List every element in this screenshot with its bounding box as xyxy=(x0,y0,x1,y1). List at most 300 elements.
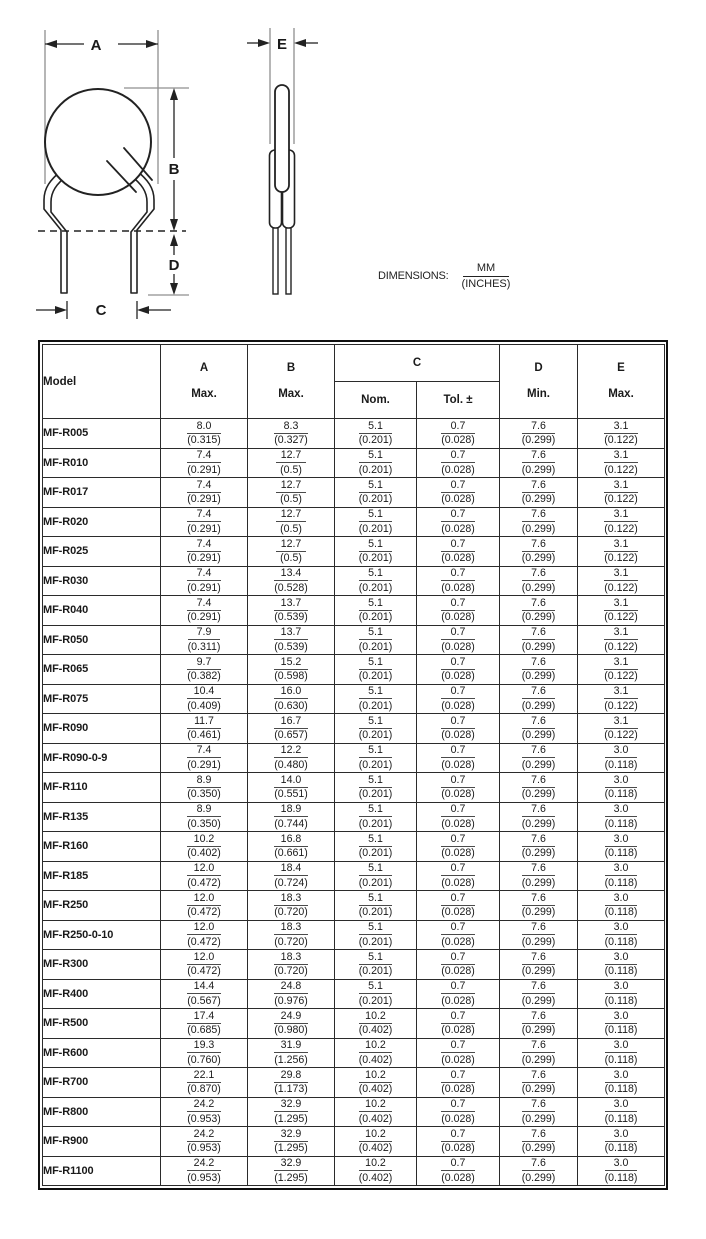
header-col-a xyxy=(161,345,248,419)
dim-c-nom-cell xyxy=(335,861,417,891)
table-row xyxy=(43,1097,665,1127)
value-inches: (0.299) xyxy=(521,788,556,801)
value-mm: 0.7 xyxy=(441,1098,475,1112)
value-inches: (0.028) xyxy=(441,847,475,860)
value-inches: (0.118) xyxy=(604,758,638,771)
dim-d-cell xyxy=(500,714,578,744)
model-cell: MF-R050 xyxy=(43,625,161,655)
dim-d-cell xyxy=(500,743,578,773)
dim-c-nom-cell xyxy=(335,537,417,567)
dim-d-cell xyxy=(500,448,578,478)
table-row xyxy=(43,1068,665,1098)
model-cell: MF-R017 xyxy=(43,478,161,508)
value-mm: 5.1 xyxy=(359,626,393,640)
value-inches: (0.299) xyxy=(521,699,556,712)
value-mm: 3.0 xyxy=(605,803,638,817)
value-inches: (1.295) xyxy=(274,1142,308,1155)
model-cell: MF-R090-0-9 xyxy=(43,743,161,773)
value-mm: 13.7 xyxy=(274,597,308,611)
value-inches: (0.720) xyxy=(274,935,308,948)
value-mm: 12.7 xyxy=(276,479,307,493)
value-mm: 3.1 xyxy=(604,449,638,463)
value-inches: (0.201) xyxy=(358,935,393,948)
value-inches: (0.028) xyxy=(441,1024,475,1037)
dim-c-tol-cell xyxy=(417,743,500,773)
dim-c-nom-cell xyxy=(335,743,417,773)
dim-d-cell xyxy=(500,1097,578,1127)
header-col-c-tol: Tol. ± xyxy=(417,382,500,419)
value-inches: (0.953) xyxy=(187,1142,221,1155)
dim-a-cell xyxy=(161,1068,248,1098)
value-inches: (0.201) xyxy=(358,552,393,565)
value-inches: (0.953) xyxy=(187,1171,221,1184)
value-mm: 0.7 xyxy=(441,626,475,640)
value-mm: 7.6 xyxy=(522,803,556,817)
dim-c-nom-cell xyxy=(335,773,417,803)
value-inches: (0.122) xyxy=(604,611,638,624)
model-cell: MF-R020 xyxy=(43,507,161,537)
value-inches: (0.118) xyxy=(604,876,638,889)
dim-e-cell xyxy=(578,743,665,773)
dim-d-cell xyxy=(500,773,578,803)
value-mm: 13.7 xyxy=(274,626,308,640)
value-inches: (1.256) xyxy=(274,1053,308,1066)
value-inches: (0.402) xyxy=(187,847,221,860)
table-row xyxy=(43,1038,665,1068)
table-row xyxy=(43,1009,665,1039)
dim-b-cell xyxy=(248,1068,335,1098)
value-inches: (0.299) xyxy=(521,493,556,506)
value-mm: 7.6 xyxy=(522,685,556,699)
value-inches: (0.118) xyxy=(604,1083,638,1096)
value-mm: 7.6 xyxy=(522,567,556,581)
value-inches: (0.028) xyxy=(441,699,475,712)
value-inches: (0.744) xyxy=(274,817,308,830)
value-inches: (1.295) xyxy=(274,1112,308,1125)
value-inches: (0.028) xyxy=(441,493,475,506)
value-mm: 5.1 xyxy=(359,656,393,670)
header-col-e-qualifier: Max. xyxy=(608,388,634,400)
value-mm: 7.6 xyxy=(522,626,556,640)
dim-label-d: D xyxy=(168,257,180,274)
value-mm: 10.2 xyxy=(359,1128,393,1142)
dim-d-cell xyxy=(500,832,578,862)
value-mm: 12.0 xyxy=(187,862,221,876)
value-mm: 12.0 xyxy=(187,921,221,935)
value-inches: (0.661) xyxy=(274,847,308,860)
model-cell: MF-R075 xyxy=(43,684,161,714)
dim-c-nom-cell xyxy=(335,950,417,980)
value-mm: 10.2 xyxy=(359,1098,393,1112)
value-inches: (0.720) xyxy=(274,906,308,919)
dim-c-tol-cell xyxy=(417,802,500,832)
value-inches: (0.5) xyxy=(280,522,302,535)
value-inches: (0.976) xyxy=(274,994,308,1007)
value-mm: 5.1 xyxy=(359,980,393,994)
value-mm: 5.1 xyxy=(359,803,393,817)
value-mm: 7.4 xyxy=(187,479,221,493)
dim-label-a: A xyxy=(90,37,102,54)
value-inches: (0.118) xyxy=(604,847,638,860)
value-mm: 24.8 xyxy=(274,980,308,994)
header-col-d-letter: D xyxy=(534,362,543,375)
dim-a-cell xyxy=(161,1127,248,1157)
value-inches: (0.720) xyxy=(274,965,308,978)
table-row xyxy=(43,537,665,567)
value-mm: 7.4 xyxy=(187,508,221,522)
dim-c-nom-cell xyxy=(335,891,417,921)
dim-c-tol-cell xyxy=(417,566,500,596)
dim-e-cell xyxy=(578,625,665,655)
dim-b-arrow xyxy=(170,88,178,231)
dim-c-tol-cell xyxy=(417,1097,500,1127)
table-row xyxy=(43,684,665,714)
dim-c-tol-cell xyxy=(417,625,500,655)
value-mm: 5.1 xyxy=(359,921,393,935)
model-cell: MF-R900 xyxy=(43,1127,161,1157)
value-inches: (0.299) xyxy=(521,817,556,830)
dim-a-cell xyxy=(161,743,248,773)
dim-c-nom-cell xyxy=(335,1127,417,1157)
dimensions-units-fraction xyxy=(462,262,511,290)
value-mm: 3.0 xyxy=(605,862,638,876)
dim-e-cell xyxy=(578,537,665,567)
dim-e-cell xyxy=(578,950,665,980)
dim-c-tol-cell xyxy=(417,537,500,567)
value-mm: 10.2 xyxy=(359,1157,393,1171)
value-mm: 0.7 xyxy=(441,1069,475,1083)
value-inches: (0.657) xyxy=(274,729,308,742)
value-inches: (0.028) xyxy=(441,906,475,919)
dim-e-cell xyxy=(578,1038,665,1068)
header-col-a-qualifier: Max. xyxy=(191,388,217,400)
dim-c-tol-cell xyxy=(417,507,500,537)
table-row xyxy=(43,802,665,832)
value-inches: (0.539) xyxy=(274,611,308,624)
value-mm: 7.6 xyxy=(522,1069,556,1083)
dim-a-cell xyxy=(161,566,248,596)
value-inches: (0.350) xyxy=(187,817,221,830)
value-mm: 10.4 xyxy=(187,685,221,699)
dim-a-cell xyxy=(161,1156,248,1186)
value-mm: 14.4 xyxy=(187,980,221,994)
value-mm: 12.7 xyxy=(276,538,307,552)
value-mm: 0.7 xyxy=(441,656,475,670)
dim-c-tol-cell xyxy=(417,1009,500,1039)
value-mm: 3.0 xyxy=(605,1010,638,1024)
model-cell: MF-R065 xyxy=(43,655,161,685)
dim-d-cell xyxy=(500,1009,578,1039)
value-inches: (0.402) xyxy=(358,1142,393,1155)
value-inches: (0.028) xyxy=(441,817,475,830)
value-mm: 3.1 xyxy=(604,656,638,670)
value-mm: 12.7 xyxy=(276,508,307,522)
value-inches: (0.760) xyxy=(187,1053,221,1066)
value-inches: (0.028) xyxy=(441,994,475,1007)
value-inches: (0.028) xyxy=(441,1112,475,1125)
dim-e-cell xyxy=(578,861,665,891)
value-mm: 32.9 xyxy=(274,1128,308,1142)
value-inches: (0.201) xyxy=(358,847,393,860)
value-mm: 15.2 xyxy=(274,656,308,670)
value-mm: 3.0 xyxy=(605,921,638,935)
value-inches: (0.028) xyxy=(441,1142,475,1155)
value-inches: (0.201) xyxy=(358,906,393,919)
value-mm: 3.1 xyxy=(604,479,638,493)
value-mm: 18.3 xyxy=(274,921,308,935)
value-mm: 29.8 xyxy=(274,1069,308,1083)
model-cell: MF-R160 xyxy=(43,832,161,862)
model-cell: MF-R185 xyxy=(43,861,161,891)
dim-c-tol-cell xyxy=(417,714,500,744)
value-mm: 5.1 xyxy=(359,774,393,788)
model-cell: MF-R010 xyxy=(43,448,161,478)
table-row xyxy=(43,950,665,980)
value-mm: 3.0 xyxy=(605,1128,638,1142)
dim-e-cell xyxy=(578,448,665,478)
dim-a-cell xyxy=(161,920,248,950)
value-inches: (0.201) xyxy=(358,670,393,683)
dim-c-nom-cell xyxy=(335,1009,417,1039)
dim-e-cell xyxy=(578,891,665,921)
value-inches: (0.5) xyxy=(280,552,302,565)
dim-b-cell xyxy=(248,920,335,950)
value-mm: 5.1 xyxy=(359,892,393,906)
value-mm: 3.1 xyxy=(604,420,638,434)
value-mm: 7.6 xyxy=(522,921,556,935)
dim-c-tol-cell xyxy=(417,655,500,685)
value-mm: 0.7 xyxy=(441,862,475,876)
value-mm: 14.0 xyxy=(274,774,308,788)
value-mm: 3.0 xyxy=(605,1069,638,1083)
value-mm: 10.2 xyxy=(359,1039,393,1053)
dim-d-cell xyxy=(500,537,578,567)
dim-d-cell xyxy=(500,566,578,596)
dim-a-cell xyxy=(161,448,248,478)
dim-b-cell xyxy=(248,448,335,478)
dim-c-nom-cell xyxy=(335,920,417,950)
value-mm: 5.1 xyxy=(359,597,393,611)
model-cell: MF-R040 xyxy=(43,596,161,626)
value-inches: (0.028) xyxy=(441,758,475,771)
value-mm: 0.7 xyxy=(441,803,475,817)
dim-d-cell xyxy=(500,861,578,891)
value-inches: (0.870) xyxy=(187,1083,221,1096)
value-mm: 5.1 xyxy=(359,420,393,434)
value-mm: 7.6 xyxy=(522,892,556,906)
value-inches: (0.201) xyxy=(358,817,393,830)
value-inches: (0.201) xyxy=(358,994,393,1007)
value-inches: (0.402) xyxy=(358,1083,393,1096)
value-inches: (0.028) xyxy=(441,611,475,624)
dim-a-cell xyxy=(161,832,248,862)
value-inches: (0.118) xyxy=(604,1053,638,1066)
dim-d-cell xyxy=(500,950,578,980)
value-inches: (0.201) xyxy=(358,493,393,506)
header-col-c-nom: Nom. xyxy=(335,382,417,419)
value-mm: 10.2 xyxy=(359,1069,393,1083)
value-inches: (0.291) xyxy=(187,463,221,476)
value-inches: (0.028) xyxy=(441,1171,475,1184)
value-mm: 3.1 xyxy=(604,567,638,581)
value-inches: (0.5) xyxy=(280,493,302,506)
value-inches: (0.122) xyxy=(604,729,638,742)
value-mm: 10.2 xyxy=(187,833,221,847)
table-row xyxy=(43,507,665,537)
value-inches: (0.327) xyxy=(274,434,308,447)
model-cell: MF-R005 xyxy=(43,419,161,449)
value-inches: (0.122) xyxy=(604,581,638,594)
value-mm: 3.1 xyxy=(604,685,638,699)
value-mm: 7.6 xyxy=(522,951,556,965)
header-col-d xyxy=(500,345,578,419)
value-mm: 7.6 xyxy=(522,862,556,876)
value-inches: (0.567) xyxy=(187,994,221,1007)
dim-a-cell xyxy=(161,861,248,891)
value-inches: (0.299) xyxy=(521,876,556,889)
dim-b-cell xyxy=(248,596,335,626)
value-mm: 0.7 xyxy=(441,715,475,729)
dim-c-tol-cell xyxy=(417,596,500,626)
value-inches: (0.539) xyxy=(274,640,308,653)
dim-d-cell xyxy=(500,684,578,714)
model-cell: MF-R090 xyxy=(43,714,161,744)
dim-e-cell xyxy=(578,596,665,626)
dimensions-note-label: DIMENSIONS: xyxy=(378,270,449,283)
value-inches: (0.409) xyxy=(187,699,221,712)
dim-d-cell xyxy=(500,625,578,655)
dim-c-nom-cell xyxy=(335,979,417,1009)
model-cell: MF-R250-0-10 xyxy=(43,920,161,950)
value-mm: 7.6 xyxy=(522,715,556,729)
value-mm: 12.0 xyxy=(187,951,221,965)
dim-d-cell xyxy=(500,979,578,1009)
dim-c-tol-cell xyxy=(417,448,500,478)
dim-a-cell xyxy=(161,1097,248,1127)
value-inches: (0.122) xyxy=(604,699,638,712)
value-mm: 24.9 xyxy=(274,1010,308,1024)
model-cell: MF-R600 xyxy=(43,1038,161,1068)
value-mm: 0.7 xyxy=(441,449,475,463)
value-inches: (1.173) xyxy=(274,1083,308,1096)
value-mm: 11.7 xyxy=(187,715,221,729)
value-inches: (0.528) xyxy=(274,581,308,594)
value-mm: 3.0 xyxy=(605,1098,638,1112)
dim-b-cell xyxy=(248,1127,335,1157)
dim-a-cell xyxy=(161,537,248,567)
table-row xyxy=(43,1156,665,1186)
value-inches: (0.028) xyxy=(441,434,475,447)
dim-c-nom-cell xyxy=(335,1038,417,1068)
value-inches: (0.299) xyxy=(521,906,556,919)
value-inches: (0.028) xyxy=(441,729,475,742)
dim-a-cell xyxy=(161,773,248,803)
value-mm: 32.9 xyxy=(274,1157,308,1171)
value-inches: (0.402) xyxy=(358,1171,393,1184)
value-inches: (0.122) xyxy=(604,640,638,653)
header-col-e-letter: E xyxy=(617,362,625,375)
value-inches: (0.118) xyxy=(604,788,638,801)
dim-d-cell xyxy=(500,1068,578,1098)
dim-a-cell xyxy=(161,478,248,508)
dim-b-cell xyxy=(248,655,335,685)
table-row xyxy=(43,1127,665,1157)
units-mm: MM xyxy=(463,262,509,277)
dim-d-cell xyxy=(500,1156,578,1186)
dim-c-tol-cell xyxy=(417,478,500,508)
dim-label-b: B xyxy=(168,161,180,178)
dim-c-nom-cell xyxy=(335,684,417,714)
value-inches: (0.201) xyxy=(358,581,393,594)
dim-e-cell xyxy=(578,832,665,862)
value-inches: (0.291) xyxy=(187,493,221,506)
value-inches: (0.028) xyxy=(441,552,475,565)
value-inches: (0.299) xyxy=(521,434,556,447)
dim-c-nom-cell xyxy=(335,1068,417,1098)
dim-a-cell xyxy=(161,625,248,655)
model-cell: MF-R700 xyxy=(43,1068,161,1098)
value-mm: 0.7 xyxy=(441,980,475,994)
value-inches: (0.299) xyxy=(521,670,556,683)
table-row xyxy=(43,448,665,478)
value-mm: 5.1 xyxy=(359,479,393,493)
value-mm: 7.6 xyxy=(522,656,556,670)
value-mm: 7.6 xyxy=(522,980,556,994)
value-inches: (0.122) xyxy=(604,463,638,476)
table-row xyxy=(43,419,665,449)
value-inches: (0.201) xyxy=(358,729,393,742)
value-inches: (0.382) xyxy=(187,670,221,683)
dim-e-cell xyxy=(578,684,665,714)
value-mm: 24.2 xyxy=(187,1157,221,1171)
dim-b-cell xyxy=(248,950,335,980)
value-inches: (0.028) xyxy=(441,463,475,476)
model-cell: MF-R110 xyxy=(43,773,161,803)
value-inches: (0.118) xyxy=(604,1024,638,1037)
value-inches: (0.028) xyxy=(441,581,475,594)
value-mm: 0.7 xyxy=(441,597,475,611)
dim-b-cell xyxy=(248,1097,335,1127)
value-inches: (0.122) xyxy=(604,493,638,506)
value-mm: 3.0 xyxy=(605,744,638,758)
value-mm: 7.4 xyxy=(187,567,221,581)
dim-c-tol-cell xyxy=(417,773,500,803)
component-front-view-drawing xyxy=(28,22,203,322)
value-mm: 8.9 xyxy=(187,774,221,788)
value-inches: (0.472) xyxy=(187,935,221,948)
value-inches: (0.291) xyxy=(187,522,221,535)
dim-e-cell xyxy=(578,1127,665,1157)
model-cell: MF-R135 xyxy=(43,802,161,832)
value-inches: (0.118) xyxy=(604,994,638,1007)
value-inches: (0.299) xyxy=(521,994,556,1007)
value-mm: 12.2 xyxy=(274,744,308,758)
value-inches: (0.028) xyxy=(441,935,475,948)
value-mm: 18.3 xyxy=(274,892,308,906)
dim-b-cell xyxy=(248,566,335,596)
value-inches: (0.122) xyxy=(604,434,638,447)
dim-c-tol-cell xyxy=(417,684,500,714)
value-inches: (0.201) xyxy=(358,758,393,771)
value-mm: 0.7 xyxy=(441,538,475,552)
value-inches: (0.122) xyxy=(604,522,638,535)
value-mm: 5.1 xyxy=(359,508,393,522)
value-mm: 3.1 xyxy=(604,597,638,611)
dim-b-cell xyxy=(248,507,335,537)
table-row xyxy=(43,773,665,803)
dim-c-tol-cell xyxy=(417,1156,500,1186)
dim-b-cell xyxy=(248,743,335,773)
